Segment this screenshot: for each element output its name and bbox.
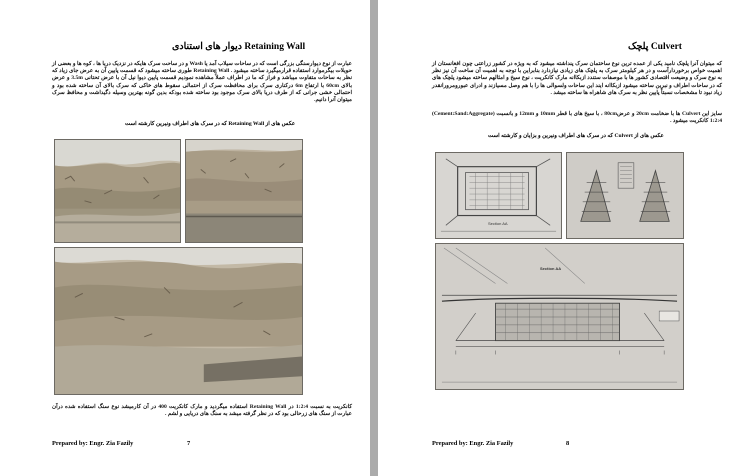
culvert-size-paragraph: سایز این Culvert ها با ضخامت 20cm و عرض80cm ، با سیخ های با قطر 10mm و 12mm و بانسبت (Cement:Sand:Aggregate) 1:2:4 کانکریت میشود . — [432, 111, 723, 125]
plan-label: Section AA — [488, 221, 508, 226]
culvert-drawing-2 — [566, 152, 684, 239]
retaining-wall-caption: عکس های از Retaining Wall که در سرک های اطراف ونیرین کارشته است — [125, 121, 296, 127]
page-title-culvert: پلچک Culvert — [628, 42, 682, 52]
retaining-wall-photo-2 — [185, 139, 303, 243]
retaining-wall-photo-1 — [54, 139, 181, 243]
retaining-wall-paragraph: عبارت از نوع دیوارسنگی بزرگی است که در ساحات سیلاب آمد یا Wash و در ساحت سرک هایکه در نزدیک دریا ها ، کوه ها و بعضی از حویلات بیگرموارد استفاده قرارمیگیرد ساخته میشود . Retaining Wall طوری ساخته میشود که قسمت پایین آن به عرض جای زیاد که نظر به ساحات متفاوت میباشد و فراز که ما در اطراف عملاً مشاهده نمودیم قسمت پایین دیوا نیل آن با عرض تحتانی 3.5m و عرض بالای 60cm با ارتفاع 6m درکناری سرک برای محافظت سرک از احتمالی سقوط های خاکی که سرک بالای آن ساخته شده بود و احتمالی خشی جرانی که از طرف دریا بالای سرک موجود بود ساخته شده بودکه بدین گونه بهترین وسیله دگیداشت و محافظ سرک میتوان آنرا دانیم. — [52, 61, 353, 104]
footer-author: Prepared by: Engr. Zia Fazily — [432, 440, 514, 447]
document-page-left — [0, 0, 370, 476]
culvert-paragraph: که میتوان آنرا پلچک نامید یکی از عمده ترین نوع ساختمان سرک پنداشته میشود که به ویژه در کشور زراعتی چون افغانستان از اهمیت خواص برخوردارآست و در هر کیلومتر سرک به پلچک های زیادی نیازدارد بنابراین با توجه به اهمیت آن ساخت آن نیز نظر به نوع سرک و وضیعت اقتصادی کشور ها با موصفات ستندد ازبکاانه مارک کانکریت ، نوع سیخ و امثالهم ساخته میشود پلچک های که در ساحات اطراف و نبرین ساخته میشود ازبکاانه ایند این ساحات ولسوالی ها را با هم وصل مسیازند و ادرای عبورومرورانقدر زیاد نبود تا مشخصات نسبتاً پایین نظر به سرک های شاهراه ها ساخته میشد . — [432, 61, 722, 96]
culvert-drawing-1 — [435, 152, 562, 239]
retaining-wall-concrete-text: کانکریت به نسبت 1:2:4 در Retaining Wall استفاده میگردید و مارک کانکریت 400 در آن کارمیشد نوع سنگ استفاده شده درآن عبارت از سنگ های زرحالی بود که در نظر گرفته میشد به سنگ های دریایی و لشم . — [52, 404, 352, 418]
footer-author: Prepared by: Engr. Zia Fazily — [52, 440, 134, 447]
footer-page-number: 8 — [566, 440, 570, 447]
retaining-wall-photo-3 — [54, 247, 303, 395]
page-title-retaining-wall: دیوار های استنادی Retaining Wall — [172, 42, 306, 52]
section-aa-label: Section AA — [540, 266, 562, 271]
footer-page-number: 7 — [187, 440, 191, 447]
culvert-caption: عکس های از Culvert که در سرک های اطراف ونیرین و بزایان و کارشته است — [488, 133, 664, 139]
document-page-right — [378, 0, 746, 476]
culvert-section-drawing — [435, 243, 684, 390]
